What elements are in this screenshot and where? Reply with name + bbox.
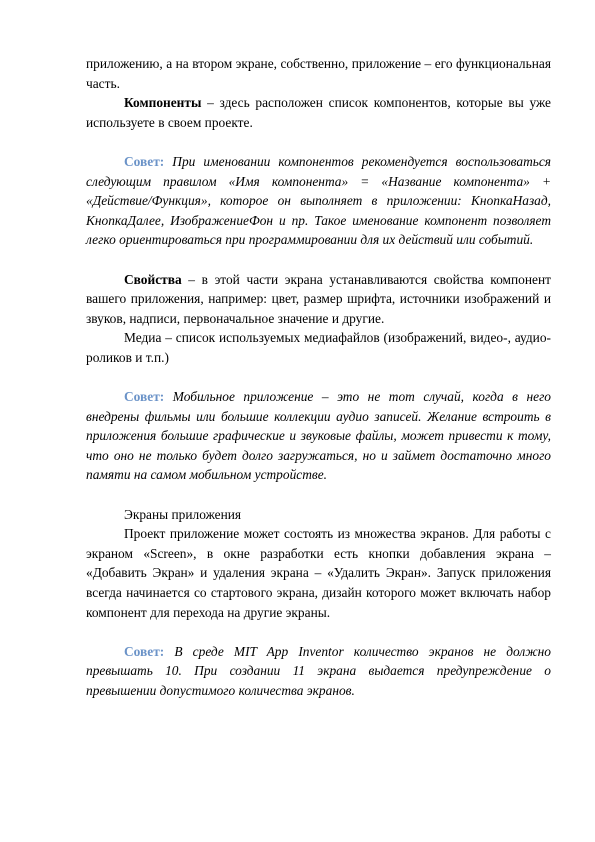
tip-text: При именовании компонентов рекомендуется воспользоваться следующим правилом «Имя компонента» = «Название компонента» + «Действие/Функция», которое он выполняет в приложении: КнопкаНазад, КнопкаДалее, ИзображениеФон и пр. Такое именование компонент позволяет легко ориентироваться при программировании для их действий или событий. <box>86 153 551 248</box>
term-properties: Свойства <box>124 271 182 287</box>
paragraph-components <box>86 93 551 132</box>
heading-screens: Экраны приложения <box>124 506 242 522</box>
paragraph-properties <box>86 270 551 329</box>
paragraph-screens: Проект приложение может состоять из множества экранов. Для работы с экраном «Screen», в окне разработки есть кнопки добавления экрана – «Добавить Экран» и удаления экрана – «Удалить Экран». Запуск приложения всегда начинается со стартового экрана, дизайн которого может включать набор компонент для перехода на другие экраны. <box>86 526 551 620</box>
components-text: – здесь расположен список компонентов, которые вы уже используете в своем проекте. <box>86 95 551 130</box>
properties-text: – в этой части экрана устанавливаются свойства компонент вашего приложения, например: цвет, размер шрифта, источники изображений и звуков, надписи, первоначальное значение и другие. <box>86 271 551 326</box>
document-page <box>86 54 551 701</box>
tip-label: Совет: <box>124 389 165 405</box>
tip-label: Совет: <box>124 643 165 659</box>
paragraph-app-part: приложению, а на втором экране, собственно, приложение – его функциональная часть. <box>86 56 551 91</box>
tip-label: Совет: <box>124 153 165 169</box>
tip-screens-limit <box>86 642 551 701</box>
tip-text: Мобильное приложение – это не тот случай, когда в него внедрены фильмы или большие коллекции аудио записей. Желание встроить в приложения большие графические и звуковые файлы, может привести к тому, что оно не только будет долго загружаться, но и займет достаточно много памяти на самом мобильном устройстве. <box>86 389 551 483</box>
term-components: Компоненты <box>124 95 202 111</box>
tip-media <box>86 387 551 485</box>
paragraph-media: Медиа – список используемых медиафайлов (изображений, видео-, аудио-роликов и т.п.) <box>86 330 551 365</box>
tip-naming <box>86 152 551 250</box>
tip-text: В среде MIT App Inventor количество экранов не должно превышать 10. При создании 11 экрана выдается предупреждение о превышении допустимого количества экранов. <box>86 643 551 698</box>
